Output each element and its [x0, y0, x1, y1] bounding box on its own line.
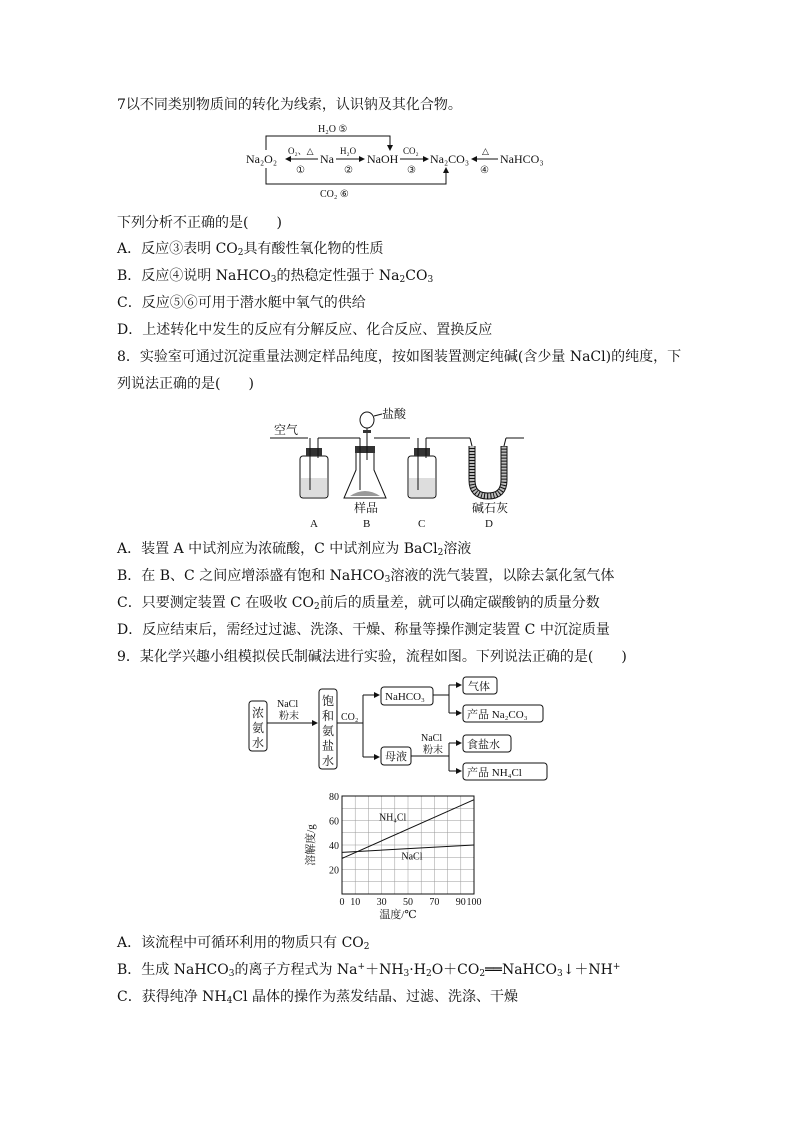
brine-c3: 氨	[322, 724, 335, 738]
chart-labels	[303, 792, 482, 921]
nh3-c1: 浓	[252, 706, 265, 720]
q8-option-c: C．只要测定装置 C 在吸收 $CO_2$前后的质量差，就可以确定碳酸钠的质量分数	[117, 595, 600, 612]
q7-option-b: B．反应④说明 NaHCO$_3$的热稳定性强于 $Na_2CO_3$	[117, 268, 434, 285]
y-axis-label: 溶解度/g	[305, 824, 317, 866]
y-tick-80: 80	[329, 792, 339, 803]
nacl1-top: NaCl	[277, 699, 299, 710]
co2-label: CO₂	[341, 712, 359, 723]
q8-stem-2: 列说法正确的是( )	[117, 376, 254, 392]
mother-box: 母液	[385, 751, 407, 763]
brine-c4: 盐	[322, 739, 335, 753]
q9-flowchart	[245, 675, 555, 785]
prod1-box: 产品 Na₂CO₃	[467, 709, 528, 721]
label-a: A	[310, 518, 318, 530]
q9-stem: 9．某化学兴趣小组模拟侯氏制碱法进行实验，流程如图。下列说法正确的是( )	[117, 649, 627, 665]
saltwater-box: 食盐水	[467, 739, 500, 751]
label-c: C	[418, 518, 426, 530]
brine-c1: 饱	[322, 694, 335, 708]
solubility-chart	[300, 788, 500, 921]
q7-option-a: A．反应③表明 $CO_2$具有酸性氧化物的性质	[117, 241, 384, 258]
q8-apparatus	[270, 400, 530, 530]
r1-top: O₂、△	[288, 146, 314, 156]
air-label: 空气	[274, 423, 299, 437]
na2co3: Na₂CO₃	[430, 152, 470, 166]
prod2-box: 产品 NH₄Cl	[467, 767, 522, 779]
x-tick-0: 0	[339, 897, 345, 908]
r2-num: ②	[344, 165, 353, 176]
x-tick-70: 70	[429, 897, 440, 908]
q7-stem: 7以不同类别物质间的转化为线索，认识钠及其化合物。	[117, 97, 462, 113]
r1-num: ①	[296, 165, 305, 176]
q8-option-a: A．装置 A 中试剂应为浓硫酸，C 中试剂应为 BaCl$_2$溶液	[117, 541, 472, 558]
x-tick-30: 30	[376, 897, 387, 908]
series-label-nh4cl: NH₄Cl	[378, 812, 407, 824]
acid-label: 盐酸	[382, 407, 407, 421]
bottle-a	[300, 438, 328, 498]
nacl1-bot: 粉末	[279, 711, 299, 722]
q7-option-d: D．上述转化中发生的反应有分解反应、化合反应、置换反应	[117, 322, 493, 338]
brine-c2: 和	[322, 709, 335, 723]
naoh: NaOH	[367, 152, 399, 166]
x-tick-10: 10	[350, 897, 361, 908]
r3-num: ③	[407, 165, 416, 176]
r3-top: CO₂	[403, 146, 419, 156]
bottle-c	[408, 438, 436, 498]
nh3-c2: 氨	[252, 721, 265, 735]
x-axis-label: 温度/℃	[379, 909, 417, 921]
r6-label: CO₂ ⑥	[320, 189, 349, 200]
u-tube-d	[470, 438, 524, 496]
na2o2: Na₂O₂	[246, 152, 278, 166]
q9-option-a: A．该流程中可循环利用的物质只有 $CO_2$	[117, 935, 370, 952]
y-tick-60: 60	[329, 816, 339, 828]
r2-top: H₂O	[340, 146, 357, 156]
nh3-c3: 水	[252, 736, 265, 750]
x-tick-100: 100	[466, 897, 482, 908]
nahco3-box: NaHCO₃	[385, 691, 425, 703]
r4-num: ④	[480, 165, 489, 176]
sample-label: 样品	[354, 501, 379, 515]
gas-box: 气体	[468, 681, 490, 693]
x-tick-90: 90	[455, 897, 466, 908]
label-b: B	[363, 518, 371, 530]
q7-option-c: C．反应⑤⑥可用于潜水艇中氧气的供给	[117, 295, 366, 311]
nacl2-bot: 粉末	[423, 745, 443, 756]
flask-b	[344, 412, 386, 498]
y-tick-20: 20	[329, 865, 339, 877]
q8-option-b: B．在 B、C 之间应增添盛有饱和 NaHCO$_3$溶液的洗气装置，以除去氯化氢气体	[117, 568, 615, 585]
x-tick-50: 50	[403, 897, 413, 908]
y-tick-40: 40	[329, 841, 339, 852]
chart-grid	[342, 796, 474, 894]
lime-label: 碱石灰	[472, 501, 509, 515]
label-d: D	[485, 518, 493, 530]
nahco3: NaHCO₃	[500, 152, 544, 166]
q7-reaction-scheme	[240, 120, 560, 202]
r5-label: H₂O ⑤	[318, 124, 348, 135]
q7-question: 下列分析不正确的是( )	[117, 215, 282, 231]
q8-stem-1: 8．实验室可通过沉淀重量法测定样品纯度，按如图装置测定纯碱(含少量 NaCl)的纯度，下	[117, 349, 682, 365]
brine-c5: 水	[322, 754, 335, 768]
q9-option-c: C．获得纯净 $NH_4Cl$ 晶体的操作为蒸发结晶、过滤、洗涤、干燥	[117, 989, 519, 1006]
na: Na	[320, 152, 334, 166]
series-label-nacl: NaCl	[401, 851, 423, 863]
q8-option-d: D．反应结束后，需经过过滤、洗涤、干燥、称量等操作测定装置 C 中沉淀质量	[117, 622, 610, 638]
q9-option-b: B．生成 NaHCO$_3$的离子方程式为 $Na^++NH_3\cdot H_2O+CO_2══NaHCO_3↓+NH^+$	[117, 962, 621, 979]
r4-top: △	[482, 146, 489, 156]
nacl2-top: NaCl	[421, 733, 443, 744]
